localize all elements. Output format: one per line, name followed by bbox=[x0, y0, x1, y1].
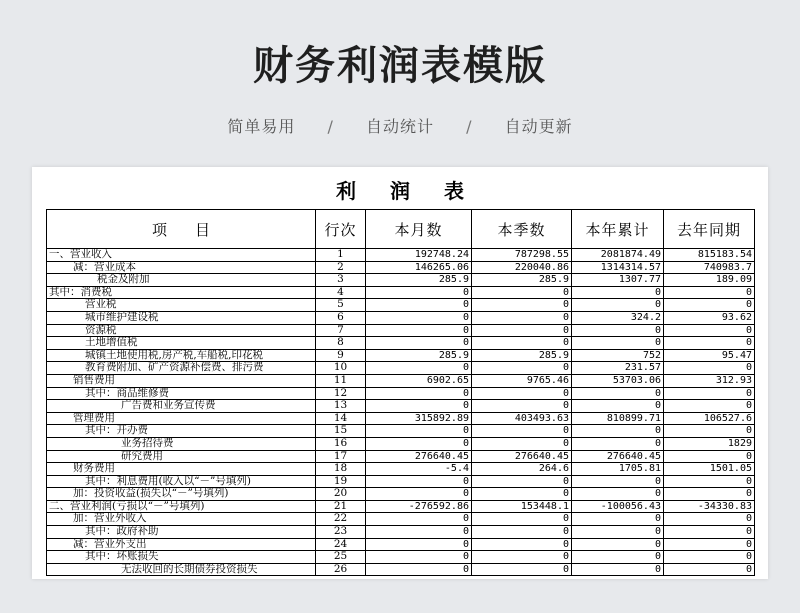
cell-current-quarter[interactable]: 0 bbox=[472, 513, 572, 526]
cell-current-quarter[interactable]: 153448.1 bbox=[472, 500, 572, 513]
cell-last-year[interactable]: 0 bbox=[664, 450, 755, 463]
cell-last-year[interactable]: 312.93 bbox=[664, 374, 755, 387]
page-title: 财务利润表模版 bbox=[253, 43, 547, 89]
cell-current-month[interactable]: 146265.06 bbox=[366, 261, 472, 274]
cell-current-month[interactable]: 0 bbox=[366, 299, 472, 312]
row-line-number[interactable]: 8 bbox=[316, 337, 366, 350]
cell-current-quarter[interactable]: 787298.55 bbox=[472, 249, 572, 262]
cell-current-quarter[interactable]: 276640.45 bbox=[472, 450, 572, 463]
row-item-name[interactable]: 无法收回的长期债券投资损失 bbox=[47, 563, 316, 576]
table-row bbox=[47, 387, 755, 400]
cell-current-month[interactable]: -276592.86 bbox=[366, 500, 472, 513]
cell-current-month[interactable]: 0 bbox=[366, 324, 472, 337]
cell-current-month[interactable]: 0 bbox=[366, 362, 472, 375]
cell-current-quarter[interactable]: 0 bbox=[472, 425, 572, 438]
table-row bbox=[47, 400, 755, 413]
cell-current-month[interactable]: 0 bbox=[366, 437, 472, 450]
cell-last-year[interactable]: 95.47 bbox=[664, 349, 755, 362]
row-line-number[interactable]: 6 bbox=[316, 311, 366, 324]
row-line-number[interactable]: 7 bbox=[316, 324, 366, 337]
row-line-number[interactable]: 2 bbox=[316, 261, 366, 274]
cell-year-to-date[interactable]: 0 bbox=[572, 563, 664, 576]
cell-current-quarter[interactable]: 9765.46 bbox=[472, 374, 572, 387]
cell-current-quarter[interactable]: 0 bbox=[472, 475, 572, 488]
cell-last-year[interactable]: 0 bbox=[664, 299, 755, 312]
column-header-current-month[interactable]: 本月数 bbox=[366, 210, 472, 249]
cell-current-quarter[interactable]: 0 bbox=[472, 526, 572, 539]
cell-current-month[interactable]: 276640.45 bbox=[366, 450, 472, 463]
table-row bbox=[47, 450, 755, 463]
cell-year-to-date[interactable]: 0 bbox=[572, 475, 664, 488]
cell-year-to-date[interactable]: 276640.45 bbox=[572, 450, 664, 463]
tag-easy-to-use: 简单易用 bbox=[227, 117, 296, 136]
row-line-number[interactable]: 25 bbox=[316, 551, 366, 564]
cell-year-to-date[interactable]: 1307.77 bbox=[572, 274, 664, 287]
table-row bbox=[47, 349, 755, 362]
cell-year-to-date[interactable]: 752 bbox=[572, 349, 664, 362]
cell-last-year[interactable]: 740983.7 bbox=[664, 261, 755, 274]
table-header-row bbox=[47, 210, 755, 249]
cell-year-to-date[interactable]: 0 bbox=[572, 437, 664, 450]
row-line-number[interactable]: 24 bbox=[316, 538, 366, 551]
row-item-name[interactable]: 其中：商品维修费 bbox=[47, 387, 316, 400]
row-item-name[interactable]: 城镇土地使用税,房产税,车船税,印花税 bbox=[47, 349, 316, 362]
cell-last-year[interactable]: 815183.54 bbox=[664, 249, 755, 262]
cell-current-month[interactable]: 0 bbox=[366, 526, 472, 539]
cell-current-month[interactable]: 0 bbox=[366, 387, 472, 400]
income-statement-table bbox=[46, 209, 755, 576]
cell-last-year[interactable]: 0 bbox=[664, 425, 755, 438]
row-line-number[interactable]: 18 bbox=[316, 463, 366, 476]
feature-tags bbox=[0, 114, 800, 137]
cell-current-month[interactable]: 0 bbox=[366, 538, 472, 551]
cell-year-to-date[interactable]: 0 bbox=[572, 286, 664, 299]
cell-year-to-date[interactable]: 231.57 bbox=[572, 362, 664, 375]
cell-year-to-date[interactable]: 0 bbox=[572, 488, 664, 501]
row-item-name[interactable]: 城市维护建设税 bbox=[47, 311, 316, 324]
column-header-last-year-same-period[interactable]: 去年同期 bbox=[664, 210, 755, 249]
cell-current-quarter[interactable]: 0 bbox=[472, 538, 572, 551]
cell-year-to-date[interactable]: 0 bbox=[572, 551, 664, 564]
cell-current-month[interactable]: 0 bbox=[366, 311, 472, 324]
cell-year-to-date[interactable]: 324.2 bbox=[572, 311, 664, 324]
cell-current-month[interactable]: 0 bbox=[366, 337, 472, 350]
row-item-name[interactable]: 其中：消费税 bbox=[47, 286, 316, 299]
cell-last-year[interactable]: 0 bbox=[664, 387, 755, 400]
row-line-number[interactable]: 22 bbox=[316, 513, 366, 526]
table-row bbox=[47, 488, 755, 501]
cell-current-quarter[interactable]: 403493.63 bbox=[472, 412, 572, 425]
cell-last-year[interactable]: 1829 bbox=[664, 437, 755, 450]
row-item-name[interactable]: 其中：坏账损失 bbox=[47, 551, 316, 564]
table-row bbox=[47, 311, 755, 324]
row-item-name[interactable]: 其中：利息费用(收入以“－”号填列) bbox=[47, 475, 316, 488]
row-item-name[interactable]: 销售费用 bbox=[47, 374, 316, 387]
cell-current-quarter[interactable]: 0 bbox=[472, 437, 572, 450]
cell-current-quarter[interactable]: 0 bbox=[472, 387, 572, 400]
cell-current-month[interactable]: 6902.65 bbox=[366, 374, 472, 387]
cell-year-to-date[interactable]: 0 bbox=[572, 400, 664, 413]
cell-last-year[interactable]: 1501.05 bbox=[664, 463, 755, 476]
cell-current-month[interactable]: 285.9 bbox=[366, 274, 472, 287]
cell-year-to-date[interactable]: 0 bbox=[572, 387, 664, 400]
cell-last-year[interactable]: 0 bbox=[664, 563, 755, 576]
table-row bbox=[47, 538, 755, 551]
row-line-number[interactable]: 12 bbox=[316, 387, 366, 400]
row-item-name[interactable]: 二、营业利润(亏损以“－”号填列) bbox=[47, 500, 316, 513]
cell-year-to-date[interactable]: 1314314.57 bbox=[572, 261, 664, 274]
cell-year-to-date[interactable]: 0 bbox=[572, 324, 664, 337]
cell-current-month[interactable]: 192748.24 bbox=[366, 249, 472, 262]
row-line-number[interactable]: 10 bbox=[316, 362, 366, 375]
table-row bbox=[47, 261, 755, 274]
column-header-row-number[interactable]: 行次 bbox=[316, 210, 366, 249]
cell-current-quarter[interactable]: 0 bbox=[472, 563, 572, 576]
row-item-name[interactable]: 资源税 bbox=[47, 324, 316, 337]
table-row bbox=[47, 374, 755, 387]
tag-auto-update: 自动更新 bbox=[504, 117, 573, 136]
cell-last-year[interactable]: 0 bbox=[664, 513, 755, 526]
row-item-name[interactable]: 税金及附加 bbox=[47, 274, 316, 287]
table-row bbox=[47, 299, 755, 312]
table-row bbox=[47, 286, 755, 299]
cell-last-year[interactable]: 0 bbox=[664, 526, 755, 539]
cell-last-year[interactable]: 0 bbox=[664, 551, 755, 564]
row-line-number[interactable]: 23 bbox=[316, 526, 366, 539]
cell-year-to-date[interactable]: 0 bbox=[572, 526, 664, 539]
row-line-number[interactable]: 4 bbox=[316, 286, 366, 299]
row-item-name[interactable]: 土地增值税 bbox=[47, 337, 316, 350]
cell-current-month[interactable]: 285.9 bbox=[366, 349, 472, 362]
cell-current-month[interactable]: 0 bbox=[366, 563, 472, 576]
cell-year-to-date[interactable]: 0 bbox=[572, 299, 664, 312]
row-item-name[interactable]: 财务费用 bbox=[47, 463, 316, 476]
cell-current-quarter[interactable]: 0 bbox=[472, 551, 572, 564]
cell-last-year[interactable]: 0 bbox=[664, 400, 755, 413]
row-item-name[interactable]: 营业税 bbox=[47, 299, 316, 312]
cell-last-year[interactable]: 0 bbox=[664, 362, 755, 375]
row-item-name[interactable]: 一、营业收入 bbox=[47, 249, 316, 262]
table-row bbox=[47, 513, 755, 526]
cell-current-quarter[interactable]: 220040.86 bbox=[472, 261, 572, 274]
table-row bbox=[47, 425, 755, 438]
row-item-name[interactable]: 加：投资收益(损失以“－”号填列) bbox=[47, 488, 316, 501]
cell-current-quarter[interactable]: 0 bbox=[472, 324, 572, 337]
row-line-number[interactable]: 16 bbox=[316, 437, 366, 450]
cell-current-month[interactable]: 0 bbox=[366, 425, 472, 438]
cell-year-to-date[interactable]: 0 bbox=[572, 337, 664, 350]
cell-year-to-date[interactable]: -100056.43 bbox=[572, 500, 664, 513]
cell-year-to-date[interactable]: 1705.81 bbox=[572, 463, 664, 476]
tag-auto-statistics: 自动统计 bbox=[365, 117, 434, 136]
table-row bbox=[47, 563, 755, 576]
cell-year-to-date[interactable]: 0 bbox=[572, 513, 664, 526]
table-row bbox=[47, 324, 755, 337]
tag-separator: / bbox=[466, 117, 473, 136]
table-row bbox=[47, 249, 755, 262]
row-line-number[interactable]: 1 bbox=[316, 249, 366, 262]
table-body bbox=[47, 249, 755, 576]
row-item-name[interactable]: 加：营业外收入 bbox=[47, 513, 316, 526]
row-item-name[interactable]: 减：营业外支出 bbox=[47, 538, 316, 551]
column-header-current-quarter[interactable]: 本季数 bbox=[472, 210, 572, 249]
row-item-name[interactable]: 其中：政府补助 bbox=[47, 526, 316, 539]
row-line-number[interactable]: 15 bbox=[316, 425, 366, 438]
cell-current-quarter[interactable]: 0 bbox=[472, 337, 572, 350]
cell-year-to-date[interactable]: 0 bbox=[572, 425, 664, 438]
table-row bbox=[47, 526, 755, 539]
cell-last-year[interactable]: 0 bbox=[664, 475, 755, 488]
cell-last-year[interactable]: 93.62 bbox=[664, 311, 755, 324]
cell-last-year[interactable]: 0 bbox=[664, 538, 755, 551]
row-line-number[interactable]: 13 bbox=[316, 400, 366, 413]
cell-current-quarter[interactable]: 0 bbox=[472, 311, 572, 324]
cell-current-quarter[interactable]: 285.9 bbox=[472, 349, 572, 362]
row-line-number[interactable]: 3 bbox=[316, 274, 366, 287]
cell-current-quarter[interactable]: 264.6 bbox=[472, 463, 572, 476]
cell-current-month[interactable]: 0 bbox=[366, 488, 472, 501]
row-line-number[interactable]: 21 bbox=[316, 500, 366, 513]
column-header-year-to-date[interactable]: 本年累计 bbox=[572, 210, 664, 249]
row-line-number[interactable]: 5 bbox=[316, 299, 366, 312]
cell-current-month[interactable]: 0 bbox=[366, 513, 472, 526]
cell-year-to-date[interactable]: 810899.71 bbox=[572, 412, 664, 425]
cell-current-quarter[interactable]: 0 bbox=[472, 362, 572, 375]
table-row bbox=[47, 274, 755, 287]
cell-last-year[interactable]: 106527.6 bbox=[664, 412, 755, 425]
table-row bbox=[47, 437, 755, 450]
row-item-name[interactable]: 广告费和业务宣传费 bbox=[47, 400, 316, 413]
row-line-number[interactable]: 20 bbox=[316, 488, 366, 501]
cell-current-quarter[interactable]: 0 bbox=[472, 488, 572, 501]
cell-last-year[interactable]: -34330.83 bbox=[664, 500, 755, 513]
row-line-number[interactable]: 14 bbox=[316, 412, 366, 425]
cell-current-quarter[interactable]: 0 bbox=[472, 286, 572, 299]
table-row bbox=[47, 337, 755, 350]
column-header-item[interactable]: 项目 bbox=[47, 210, 316, 249]
row-line-number[interactable]: 17 bbox=[316, 450, 366, 463]
sheet-title: 利润表 bbox=[336, 179, 498, 203]
cell-current-month[interactable]: -5.4 bbox=[366, 463, 472, 476]
cell-current-month[interactable]: 315892.89 bbox=[366, 412, 472, 425]
cell-last-year[interactable]: 0 bbox=[664, 337, 755, 350]
cell-current-month[interactable]: 0 bbox=[366, 551, 472, 564]
row-line-number[interactable]: 26 bbox=[316, 563, 366, 576]
table-row bbox=[47, 463, 755, 476]
row-item-name[interactable]: 教育费附加、矿产资源补偿费、排污费 bbox=[47, 362, 316, 375]
row-item-name[interactable]: 其中：开办费 bbox=[47, 425, 316, 438]
cell-year-to-date[interactable]: 0 bbox=[572, 538, 664, 551]
cell-last-year[interactable]: 0 bbox=[664, 488, 755, 501]
cell-current-month[interactable]: 0 bbox=[366, 286, 472, 299]
table-row bbox=[47, 412, 755, 425]
income-statement-sheet bbox=[32, 167, 768, 579]
cell-current-quarter[interactable]: 0 bbox=[472, 299, 572, 312]
table-row bbox=[47, 551, 755, 564]
row-line-number[interactable]: 9 bbox=[316, 349, 366, 362]
cell-last-year[interactable]: 0 bbox=[664, 286, 755, 299]
cell-current-month[interactable]: 0 bbox=[366, 400, 472, 413]
cell-current-quarter[interactable]: 0 bbox=[472, 400, 572, 413]
cell-current-month[interactable]: 0 bbox=[366, 475, 472, 488]
row-line-number[interactable]: 19 bbox=[316, 475, 366, 488]
cell-last-year[interactable]: 189.09 bbox=[664, 274, 755, 287]
row-line-number[interactable]: 11 bbox=[316, 374, 366, 387]
tag-separator: / bbox=[327, 117, 334, 136]
cell-last-year[interactable]: 0 bbox=[664, 324, 755, 337]
cell-year-to-date[interactable]: 53703.06 bbox=[572, 374, 664, 387]
table-row bbox=[47, 362, 755, 375]
row-item-name[interactable]: 研究费用 bbox=[47, 450, 316, 463]
row-item-name[interactable]: 管理费用 bbox=[47, 412, 316, 425]
table-row bbox=[47, 500, 755, 513]
cell-current-quarter[interactable]: 285.9 bbox=[472, 274, 572, 287]
row-item-name[interactable]: 业务招待费 bbox=[47, 437, 316, 450]
cell-year-to-date[interactable]: 2081874.49 bbox=[572, 249, 664, 262]
row-item-name[interactable]: 减：营业成本 bbox=[47, 261, 316, 274]
table-row bbox=[47, 475, 755, 488]
